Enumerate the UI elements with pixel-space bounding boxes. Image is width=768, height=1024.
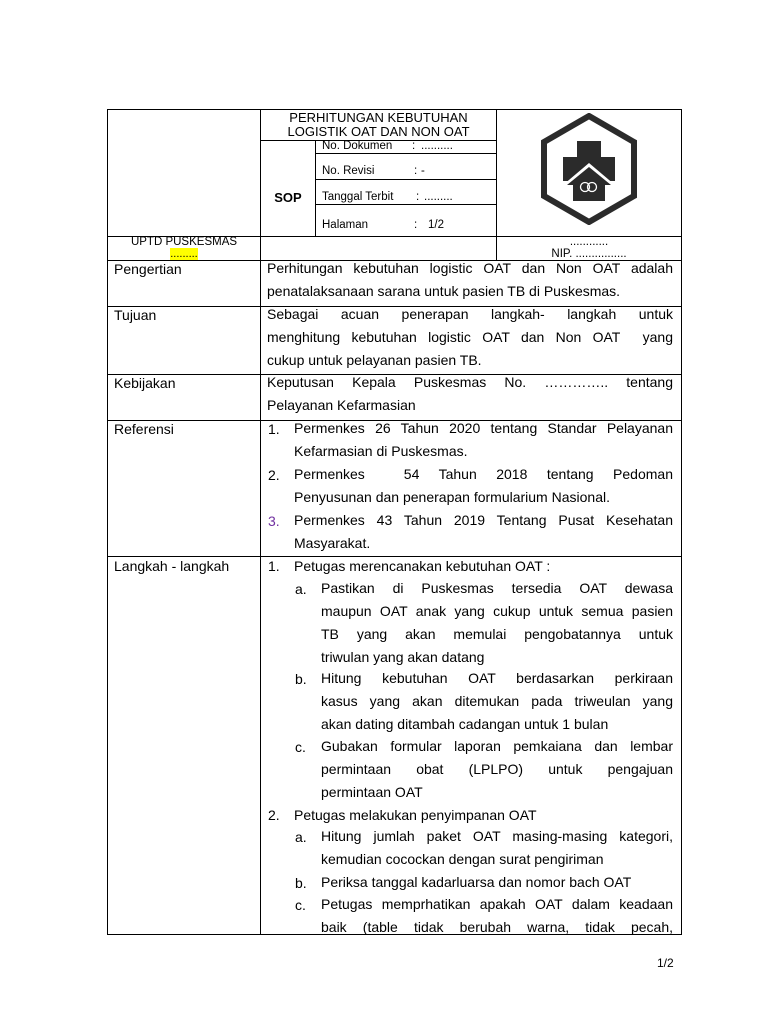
sub-item [321,871,673,894]
sub-letter: c. [295,897,306,913]
sub-item [321,667,673,736]
text-line: Perhitungan kebutuhan logistic OAT dan Non OAT adalah [267,260,673,276]
sub-letter: a. [295,581,307,597]
text-line: maupun OAT anak yang cukup untuk semua pasien [321,603,673,619]
sub-letter: a. [295,829,307,845]
meta-page-value: 1/2 [428,219,444,231]
text-line: TB yang akan memulai pengobatannya untuk [321,626,673,642]
meta-revision-label: No. Revisi [322,165,375,177]
list-number: 1. [268,421,280,437]
text-line: Pastikan di Puskesmas tersedia OAT dewasa [321,580,673,596]
meta-date-label: Tanggal Terbit [322,191,394,203]
divider [315,179,497,180]
list-number: 1. [268,558,280,574]
meta-doc-no-label: No. Dokumen [322,140,393,152]
meta-date-value: ......... [424,191,453,203]
meta-page-sep: : [414,219,418,231]
meta-page-label: Halaman [322,219,369,231]
text-line: akan dating ditambah cadangan untuk 1 bulan [321,716,609,732]
list-number: 2. [268,467,280,483]
text-line: baik (table tidak berubah warna, tidak pecah, [321,919,673,935]
section-label-pengertian: Pengertian [114,261,182,277]
sub-item [321,893,673,939]
meta-doc-no-value: .......... [421,140,453,152]
section-body-kebijakan [267,371,673,417]
page-number: 1/2 [657,956,674,970]
text-line: Gubakan formular laporan pemkaiana dan lembar [321,738,673,754]
org-name: UPTD PUSKESMAS [130,236,238,248]
sub-letter: b. [295,671,307,687]
text-line: permintaan OAT [321,784,423,800]
list-number: 3. [268,513,280,529]
text-line: Hitung kebutuhan OAT berdasarkan perkiraan [321,670,673,686]
list-item-text: Petugas merencanakan kebutuhan OAT : [294,558,551,574]
text-line: Hitung jumlah paket OAT masing-masing kategori, [321,828,673,844]
text-line: Permenkes 54 Tahun 2018 tentang Pedoman [294,466,673,482]
divider [260,109,261,935]
sign-dots: ............ [569,236,609,248]
text-line: Pelayanan Kefarmasian [267,397,416,413]
text-line: triwulan yang akan datang [321,649,485,665]
list-item [294,463,673,509]
doc-title-line1: PERHITUNGAN KEBUTUHAN [289,110,468,125]
text-line: Permenkes 43 Tahun 2019 Tentang Pusat Kesehatan [294,512,673,528]
sub-item [321,577,673,669]
meta-revision-value: - [421,165,425,177]
table-border-right [681,109,682,935]
text-line: Petugas memprhatikan apakah OAT dalam keadaan [321,896,673,912]
text-line: Kefarmasian di Puskesmas. [294,443,468,459]
puskesmas-logo-icon [533,113,645,225]
meta-date-sep: : [416,191,420,203]
list-item-text: Petugas melakukan penyimpanan OAT [294,807,537,823]
sop-label: SOP [274,190,302,205]
sub-item [321,825,673,871]
text-line: Sebagai acuan penerapan langkah- langkah untuk [267,306,673,322]
section-body-pengertian [267,257,673,303]
section-label-langkah: Langkah - langkah [114,558,230,574]
puskesmas-logo [533,113,645,225]
sub-letter: c. [295,739,306,755]
table-border-left [107,109,108,935]
text-line: Penyusunan dan penerapan formularium Nasional. [294,489,610,505]
sub-item [321,735,673,804]
nip: NIP. ................ [551,248,627,260]
text-line: cukup untuk pelayanan pasien TB. [267,352,482,368]
section-body-tujuan [267,303,673,372]
text-line: Keputusan Kepala Puskesmas No. ………….. tentang [267,374,673,390]
text-line: kemudian cocockan dengan surat pengiriman [321,851,604,867]
text-line: Permenkes 26 Tahun 2020 tentang Standar Pelayanan [294,420,673,436]
list-item [294,509,673,555]
divider [107,556,682,557]
divider [315,153,497,154]
text-line: Masyarakat. [294,535,371,551]
text-line: menghitung kebutuhan logistic OAT dan Non OAT yang [267,329,673,345]
text-line: Periksa tanggal kadarluarsa dan nomor bach OAT [321,874,632,890]
divider [315,204,497,205]
text-line: penatalaksanaan sarana untuk pasien TB di Puskesmas. [267,283,621,299]
org-dots-wrap [107,249,261,260]
doc-title-line2: LOGISTIK OAT DAN NON OAT [287,124,470,139]
text-line: kasus yang akan ditemukan pada triweulan yang [321,693,673,709]
list-number: 2. [268,807,280,823]
section-label-kebijakan: Kebijakan [114,375,176,391]
text-line: permintaan obat (LPLPO) untuk pengajuan [321,761,673,777]
section-label-tujuan: Tujuan [114,307,157,323]
meta-doc-no-sep: : [412,140,416,152]
divider [315,140,316,236]
sub-letter: b. [295,875,307,891]
section-label-referensi: Referensi [114,421,174,437]
list-item [294,417,673,463]
org-dots: ......... [170,248,198,260]
meta-revision-sep: : [414,165,418,177]
